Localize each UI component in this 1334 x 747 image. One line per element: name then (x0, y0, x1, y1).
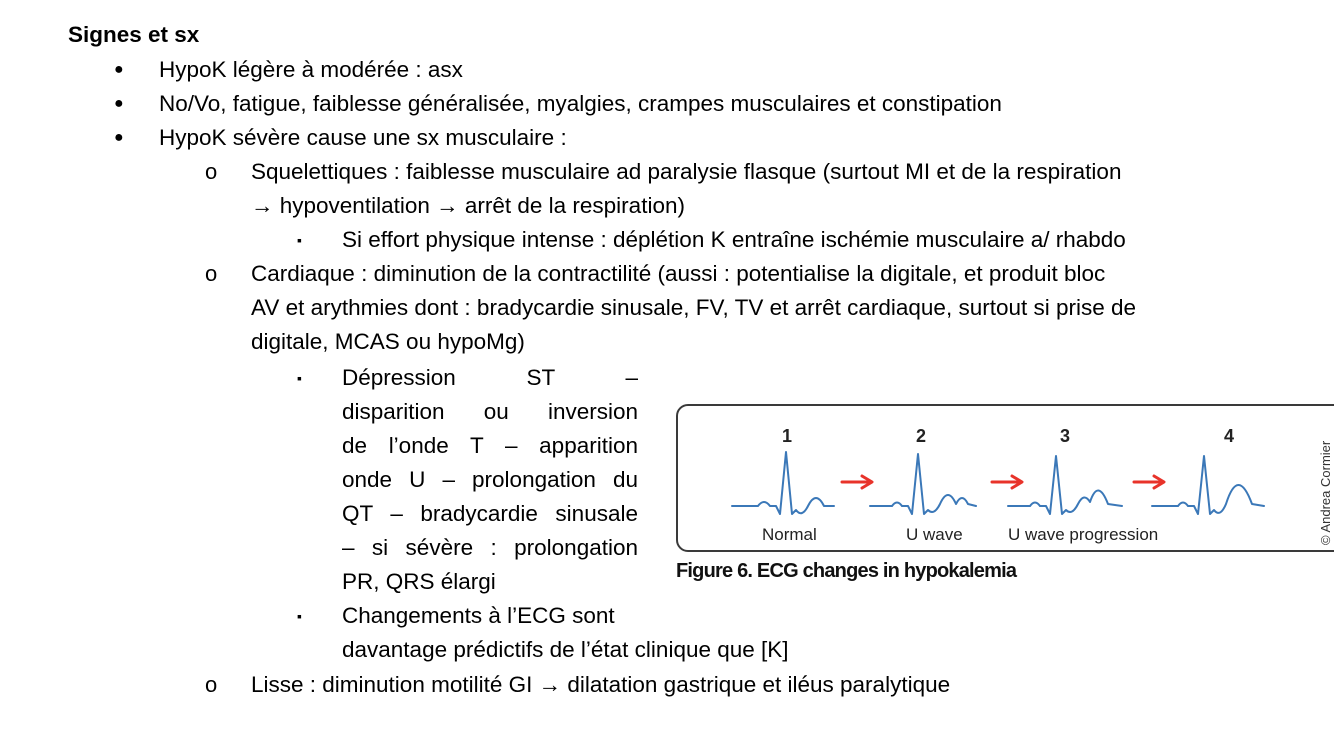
ecg-predictive-line-1: Changements à l’ECG sont (342, 603, 615, 628)
bullet-hypok-severe: HypoK sévère cause une sx musculaire : (159, 125, 567, 150)
circle-bullet-marker: o (205, 261, 218, 286)
bullet-hypok-mild: HypoK légère à modérée : asx (159, 57, 463, 82)
bullet-marker: ● (114, 95, 124, 112)
ecg-number: 1 (782, 426, 793, 446)
cardiac-line-1: Cardiaque : diminution de la contractilité (aussi : potentialise la digitale, et produit bloc (251, 261, 1106, 286)
circle-bullet-marker: o (205, 672, 218, 697)
square-bullet-marker: ▪ (297, 608, 302, 624)
bullet-symptoms: No/Vo, fatigue, faiblesse généralisée, myalgies, crampes musculaires et constipation (159, 91, 1002, 116)
bullet-marker: ● (114, 61, 124, 78)
ecg-trace-normal (732, 452, 834, 514)
cardiac-line-3: digitale, MCAS ou hypoMg) (251, 329, 525, 354)
arrow-right-icon (992, 476, 1022, 488)
skeletal-line-1: Squelettiques : faiblesse musculaire ad paralysie flasque (surtout MI et de la respiration (251, 159, 1122, 184)
ecg-predictive-line-2: davantage prédictifs de l’état clinique que [K] (342, 637, 789, 662)
ecg-changes-line: QT – bradycardie sinusale (342, 501, 638, 526)
arrow-right-icon (842, 476, 872, 488)
square-bullet-marker: ▪ (297, 370, 302, 386)
ecg-changes-line: PR, QRS élargi (342, 569, 496, 594)
figure-caption: Figure 6. ECG changes in hypokalemia (676, 560, 1017, 582)
figure-copyright: © Andrea Cormier (1318, 440, 1333, 545)
ecg-changes-line: de l’onde T – apparition (342, 433, 638, 458)
ecg-label-u-progression: U wave progression (1008, 525, 1159, 544)
ecg-diagram (678, 406, 1334, 554)
ecg-changes-line: disparition ou inversion (342, 399, 638, 424)
ecg-label-normal: Normal (762, 525, 817, 544)
smooth-muscle-line: Lisse : diminution motilité GI → dilatation gastrique et iléus paralytique (251, 672, 951, 697)
ecg-changes-line: Dépression ST – (342, 365, 638, 390)
skeletal-line-2: → hypoventilation → arrêt de la respiration) (251, 193, 685, 218)
ecg-trace-u-progression (1008, 456, 1122, 514)
ecg-changes-line: onde U – prolongation du (342, 467, 638, 492)
ecg-figure (676, 404, 1334, 552)
ecg-trace-u-wave (870, 454, 976, 514)
arrow-right-icon (1134, 476, 1164, 488)
square-bullet-marker: ▪ (297, 232, 302, 248)
ecg-number: 4 (1224, 426, 1235, 446)
cardiac-line-2: AV et arythmies dont : bradycardie sinusale, FV, TV et arrêt cardiaque, surtout si prise de (251, 295, 1137, 320)
skeletal-sub-item: Si effort physique intense : déplétion K entraîne ischémie musculaire a/ rhabdo (342, 227, 1126, 252)
ecg-changes-line: – si sévère : prolongation (342, 535, 638, 560)
ecg-trace-severe (1152, 456, 1264, 514)
ecg-number: 3 (1060, 426, 1071, 446)
ecg-label-u-wave: U wave (906, 525, 963, 544)
ecg-number: 2 (916, 426, 927, 446)
bullet-marker: ● (114, 129, 124, 146)
section-heading: Signes et sx (68, 22, 200, 47)
circle-bullet-marker: o (205, 159, 218, 184)
